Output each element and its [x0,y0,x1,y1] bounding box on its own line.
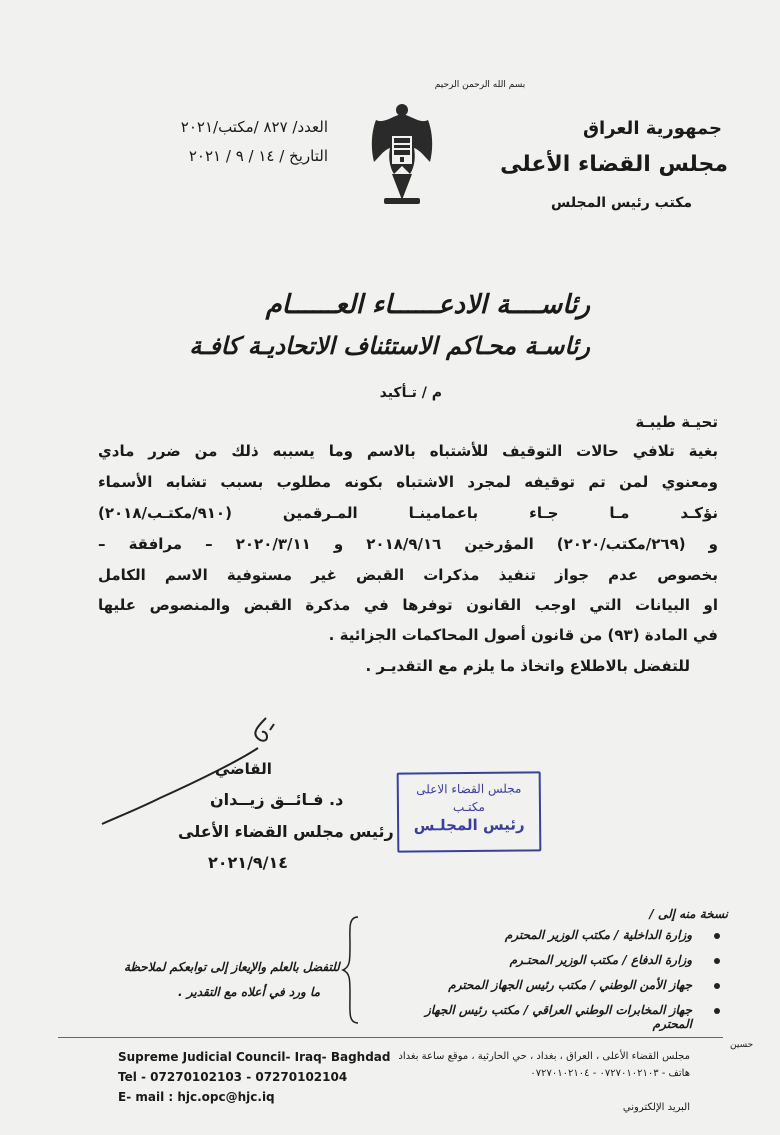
copies-list [390,928,720,1031]
bullet-icon [714,933,720,939]
official-stamp [397,771,542,852]
office-name: مكتب رئيس المجلس [551,195,692,211]
footer-email: E- mail : hjc.opc@hjc.iq [118,1090,275,1104]
list-item [390,978,720,1003]
bullet-icon [714,1008,720,1014]
copy-recipient: جهاز المخابرات الوطني العراقي / مكتب رئيس الجهاز المحترم [424,1003,692,1031]
addressee-appeal-courts: رئاسـة محـاكم الاستئناف الاتحاديـة كافـة [189,332,590,360]
judge-name: د. فـائــق زيــدان [210,790,344,809]
reference-number: العدد/ ٨٢٧ /مكتب/٢٠٢١ [180,118,328,136]
footer-phone-ar: هاتف - ٠٧٢٧٠١٠٢١٠٣ - ٠٧٢٧٠١٠٢١٠٤ [530,1068,690,1079]
footer-name-en: Supreme Judicial Council- Iraq- Baghdad [118,1050,391,1064]
stamp-line: رئيس المجلـس [413,815,525,835]
copies-note: ما ورد في أعلاه مع التقدير . [178,985,321,999]
footer-address-ar: مجلس القضاء الأعلى ، العراق ، بغداد ، حي الحارثية ، موقع ساعة بغداد [398,1051,690,1062]
list-item [390,1003,720,1031]
judge-role: رئيس مجلس القضاء الأعلى [178,822,394,841]
copy-recipient: جهاز الأمن الوطني / مكتب رئيس الجهاز المحترم [448,978,692,992]
handwritten-signature [90,700,330,840]
footer-divider [58,1037,723,1038]
signature-date: ٢٠٢١/٩/١٤ [208,853,289,872]
closing-line: للتفضل بالاطلاع واتخاذ ما يلزم مع التقديـر . [365,657,690,675]
bullet-icon [714,958,720,964]
copies-note: للتفضل بالعلم والإيعاز إلى توابعكم لملاحظة [124,960,340,974]
stamp-line: مجلس القضاء الاعلى [416,781,522,797]
body-line: و (٢٦٩/مكتب/٢٠٢٠) المؤرخين ٢٠١٨/٩/١٦ و ٢٠٢٠/٣/١١ – مرافقة – [98,535,718,553]
list-item [390,953,720,978]
body-line: بغية تلافي حالات التوقيف للأشتباه بالاسم وما يسببه ذلك من ضرر مادي [98,442,718,460]
iraq-eagle-emblem [362,96,442,212]
brace-icon [340,915,362,1025]
footer-telephone: Tel - 07270102103 - 07270102104 [118,1070,348,1084]
footer-email-ar: البريد الإلكتروني [622,1102,690,1113]
typist-initials: حسين [730,1040,754,1050]
body-line: او البيانات التي اوجب القانون توفرها في مذكرة القبض والمنصوص عليها [98,596,718,614]
body-line: نؤكـد مـا جـاء باعمامينـا المـرقمين (٩١٠/مكتـب/٢٠١٨) [98,504,718,522]
judge-title: القاضي [215,760,272,778]
copy-recipient: وزارة الدفاع / مكتب الوزير المحتـرم [509,953,692,967]
council-name: مجلس القضاء الأعلى [500,152,728,177]
body-line: في المادة (٩٣) من قانون أصول المحاكمات الجزائية . [328,626,718,644]
list-item [390,928,720,953]
copies-heading: نسخة منه إلى / [649,907,728,921]
document-date: التاريخ / ١٤ / ٩ / ٢٠٢١ [188,147,328,165]
body-line: بخصوص عدم جواز تنفيذ مذكرات القبض غير مستوفية الاسم الكامل [98,566,718,584]
stamp-line: مكتـب [452,799,486,815]
greeting: تحيـة طيبـة [635,413,718,431]
bullet-icon [714,983,720,989]
basmala: بسم الله الرحمن الرحيم [434,80,526,90]
subject-line: م / تـأكيد [379,385,442,401]
body-line: ومعنوي لمن تم توقيفه لمجرد الاشتباه بكونه مطلوب بسبب تشابه الأسماء [98,473,718,491]
copy-recipient: وزارة الداخلية / مكتب الوزير المحترم [504,928,692,942]
republic-name: جمهورية العراق [582,118,722,139]
addressee-prosecution: رئاســــة الادعــــــاء العــــــام [265,290,590,320]
